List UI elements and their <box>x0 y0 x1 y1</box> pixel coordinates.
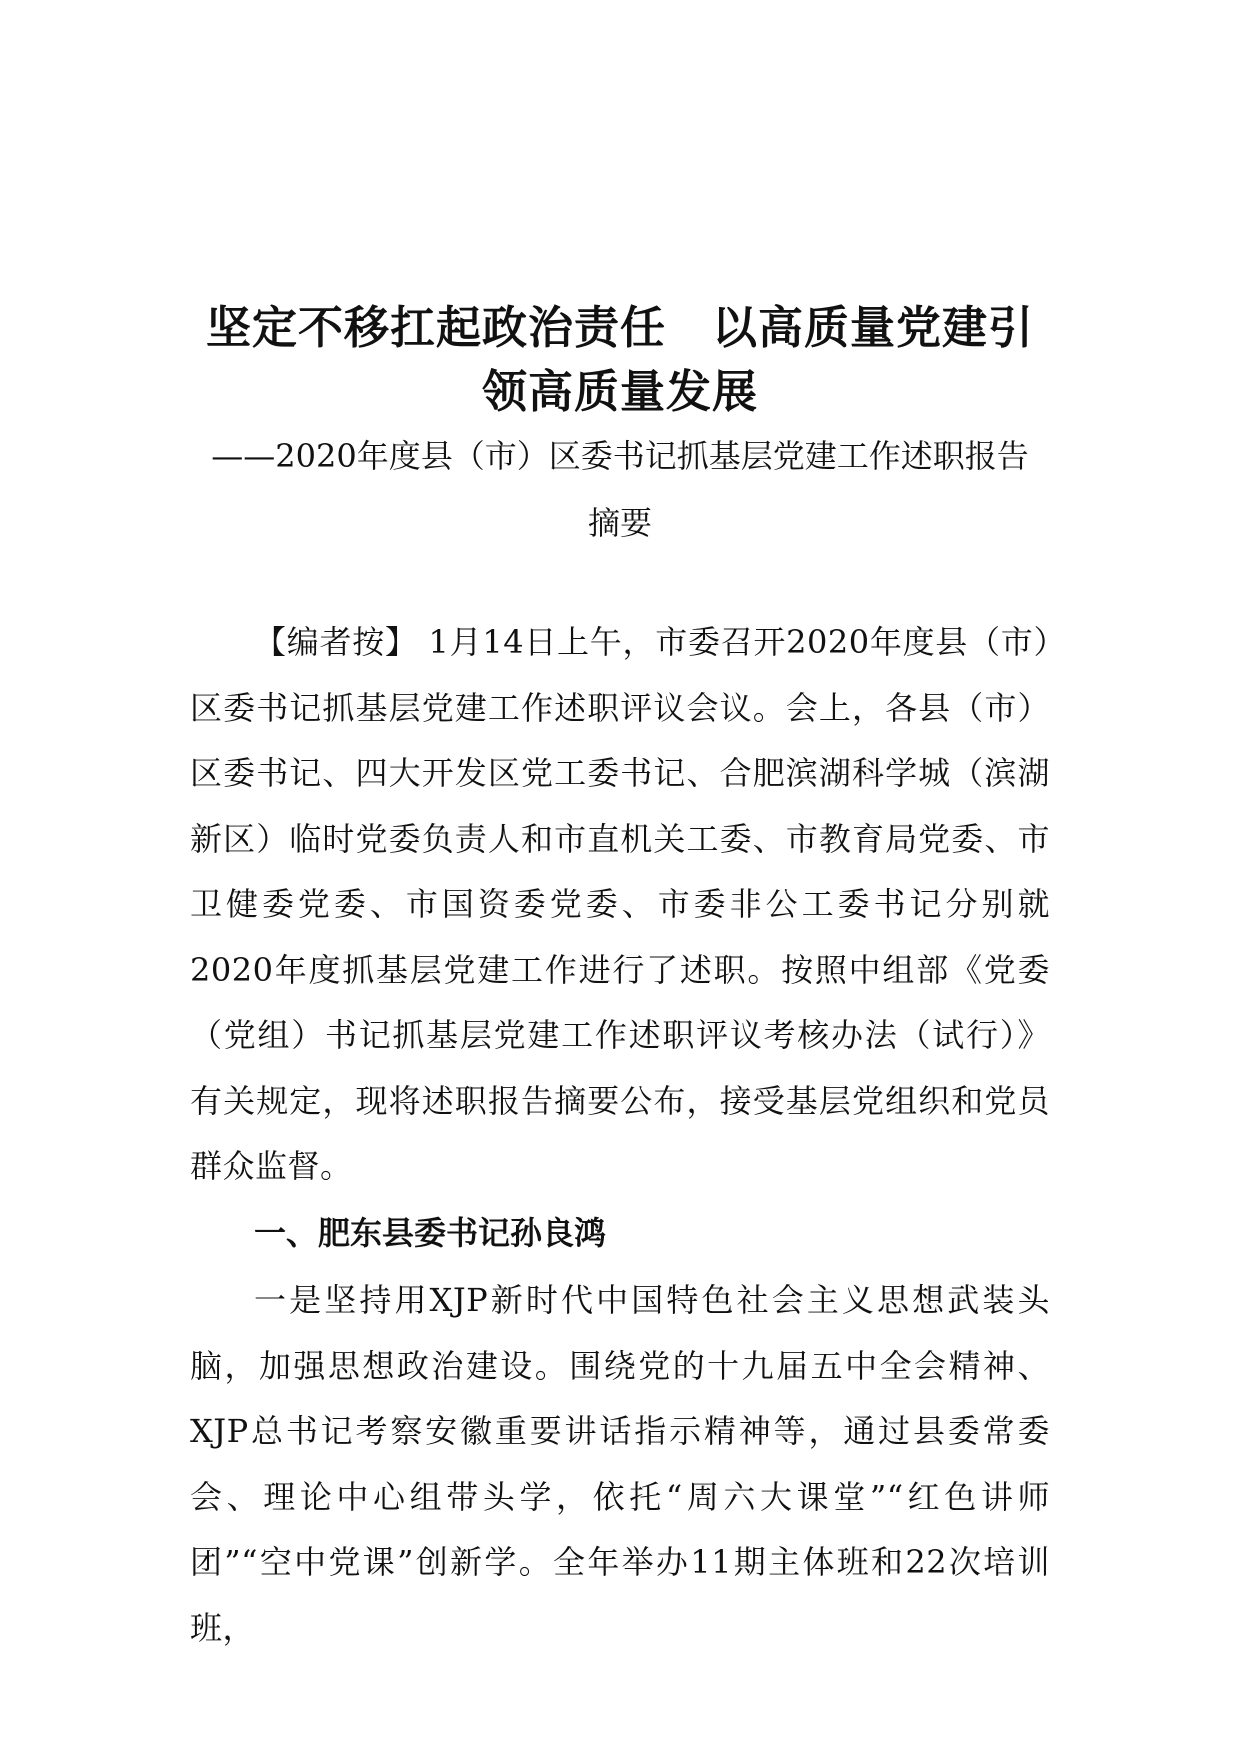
section-1-paragraph: 一是坚持用XJP新时代中国特色社会主义思想武装头脑，加强思想政治建设。围绕党的十九届五中全会精神、XJP总书记考察安徽重要讲话指示精神等，通过县委常委会、理论中心组带头学，依托“周六大课堂”“红色讲师团”“空中党课”创新学。全年举办11期主体班和22次培训班， <box>190 1281 1050 1647</box>
document-subtitle-line-1: ——2020年度县（市）区委书记抓基层党建工作述职报告 <box>211 437 1029 475</box>
section-1-heading: 一、肥东县委书记孙良鸿 <box>254 1214 607 1252</box>
editor-note-paragraph: 【编者按】 1月14日上午，市委召开2020年度县（市）区委书记抓基层党建工作述职评议会议。会上，各县（市）区委书记、四大开发区党工委书记、合肥滨湖科学城（滨湖新区）临时党委负责人和市直机关工委、市教育局党委、市卫健委党委、市国资委党委、市委非公工委书记分别就2020年度抓基层党建工作进行了述职。按照中组部《党委（党组）书记抓基层党建工作述职评议考核办法（试行）》有关规定，现将述职报告摘要公布，接受基层党组织和党员群众监督。 <box>190 623 1050 1185</box>
document-title-line-2: 领高质量发展 <box>481 365 758 418</box>
document-subtitle-line-2: 摘要 <box>587 504 652 542</box>
document-title-line-1: 坚定不移扛起政治责任 以高质量党建引 <box>205 301 1034 354</box>
